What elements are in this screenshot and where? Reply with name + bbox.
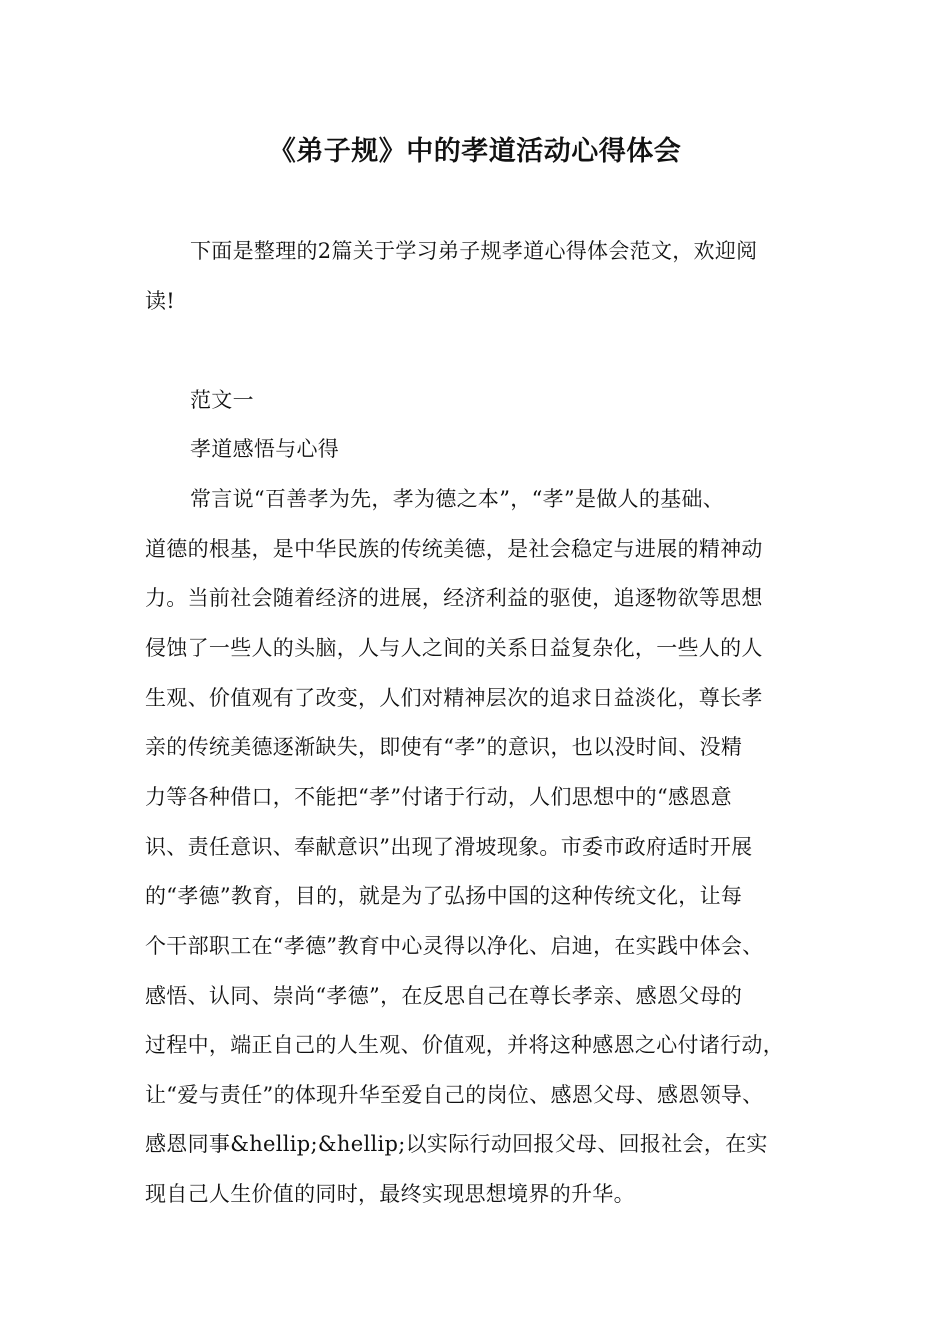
body-line: 生观、价值观有了改变，人们对精神层次的追求日益淡化，尊长孝 xyxy=(145,686,763,710)
body-line: 过程中，端正自己的人生观、价值观，并将这种感恩之心付诸行动， xyxy=(145,1033,784,1057)
body-line: 让“爱与责任”的体现升华至爱自己的岗位、感恩父母、感恩领导、 xyxy=(145,1083,764,1107)
section-label: 范文一 xyxy=(190,388,254,412)
body-line: 感悟、认同、崇尚“孝德”，在反思自己在尊长孝亲、感恩父母的 xyxy=(145,984,743,1008)
body-line: 侵蚀了一些人的头脑，人与人之间的关系日益复杂化，一些人的人 xyxy=(145,636,763,660)
body-line: 道德的根基，是中华民族的传统美德，是社会稳定与进展的精神动 xyxy=(145,537,763,561)
body-line: 个干部职工在“孝德”教育中心灵得以净化、启迪，在实践中体会、 xyxy=(145,934,764,958)
body-line: 识、责任意识、奉献意识”出现了滑坡现象。市委市政府适时开展 xyxy=(145,835,753,859)
body-line: 感恩同事&hellip;&hellip;以实际行动回报父母、回报社会，在实 xyxy=(145,1132,768,1156)
intro-line: 下面是整理的2篇关于学习弟子规孝道心得体会范文，欢迎阅 xyxy=(190,239,758,263)
body-line: 亲的传统美德逐渐缺失，即使有“孝”的意识，也以没时间、没精 xyxy=(145,735,743,759)
body-line: 现自己人生价值的同时，最终实现思想境界的升华。 xyxy=(145,1182,635,1206)
section-subtitle: 孝道感悟与心得 xyxy=(190,437,340,461)
body-line: 的“孝德”教育，目的，就是为了弘扬中国的这种传统文化，让每 xyxy=(145,884,743,908)
body-line: 力等各种借口，不能把“孝”付诸于行动，人们思想中的“感恩意 xyxy=(145,785,732,809)
body-line: 力。当前社会随着经济的进展，经济利益的驱使，追逐物欲等思想 xyxy=(145,586,763,610)
intro-line: 读! xyxy=(145,289,176,313)
body-line: 常言说“百善孝为先，孝为德之本”，“孝”是做人的基础、 xyxy=(190,487,725,511)
document-title: 《弟子规》中的孝道活动心得体会 xyxy=(268,136,682,167)
